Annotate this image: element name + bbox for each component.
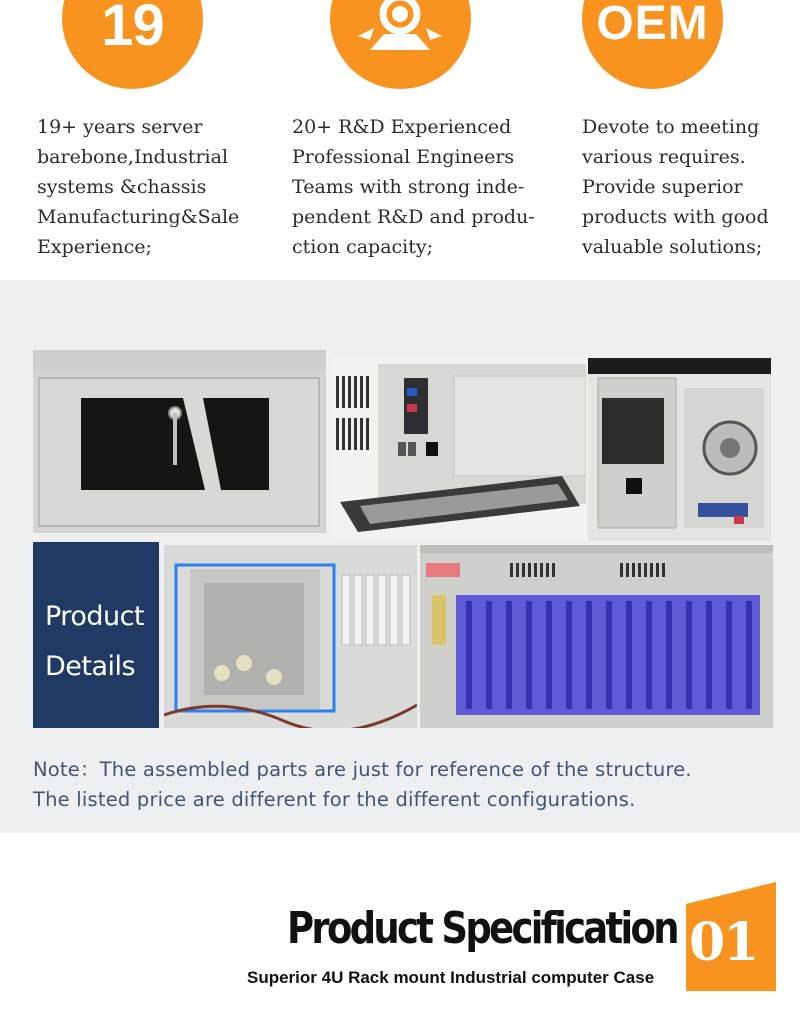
rear-panel-photo: [588, 358, 771, 541]
oem-badge: [582, 0, 723, 89]
spec-subtitle: Superior 4U Rack mount Industrial computer Case: [247, 968, 655, 987]
engineer-icon: [330, 0, 471, 89]
note-line-2: The listed price are different for the different configurations.: [33, 788, 636, 811]
years-badge-text: 19: [101, 0, 164, 58]
years-badge: [62, 0, 203, 89]
expansion-slots-photo: [420, 545, 773, 728]
spec-title: Product Specification: [287, 903, 677, 954]
oem-badge-text: OEM: [596, 0, 709, 50]
product-details-line2: Details: [45, 651, 136, 682]
engineer-badge: [330, 0, 471, 89]
product-details-label: [33, 542, 159, 728]
front-panel-photo: [33, 350, 326, 533]
drive-cage-photo: [164, 545, 417, 728]
features-section: [0, 0, 800, 280]
feature-text-experience: 19+ years server barebone,Industrial systems &chassis Manufacturing&Sale Experience;: [37, 116, 240, 258]
spec-number: 01: [689, 912, 758, 973]
product-details-line1: Product: [45, 601, 145, 632]
feature-text-oem: Devote to meeting various requires. Provide superior products with good valuable solutions;: [582, 116, 769, 258]
feature-text-engineers: 20+ R&D Experienced Professional Engineers Teams with strong inde- pendent R&D and produ- ction capacity;: [292, 116, 535, 258]
note-line-1: Note：The assembled parts are just for reference of the structure.: [33, 758, 692, 781]
front-ports-photo: [330, 356, 586, 541]
